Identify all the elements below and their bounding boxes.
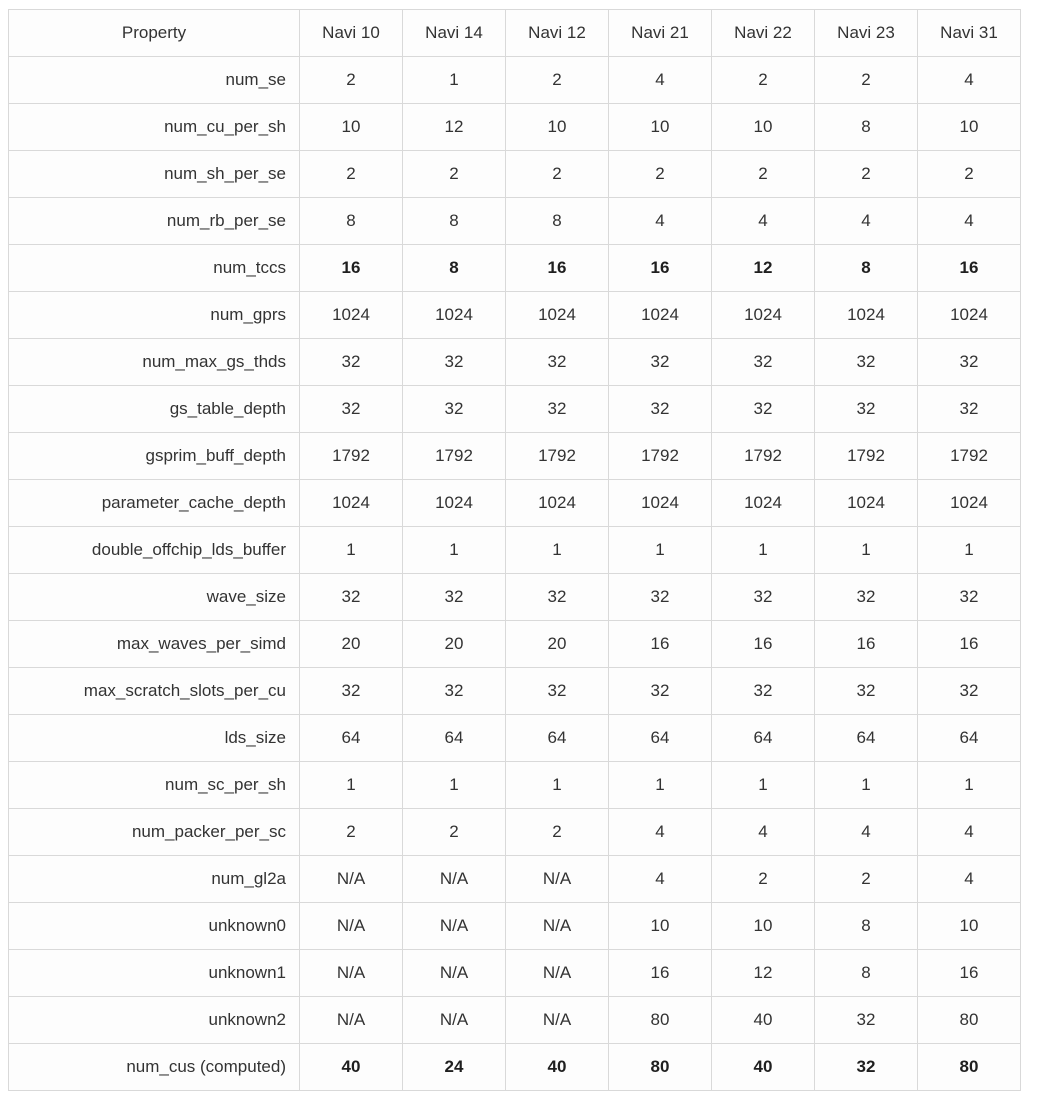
value-cell: 4: [918, 57, 1021, 104]
value-cell: 1792: [403, 433, 506, 480]
value-cell: 32: [918, 574, 1021, 621]
value-cell: 32: [403, 668, 506, 715]
value-cell: N/A: [300, 997, 403, 1044]
value-cell: 1792: [815, 433, 918, 480]
value-cell: 32: [609, 386, 712, 433]
value-cell: 32: [609, 574, 712, 621]
value-cell: N/A: [403, 950, 506, 997]
value-cell: 64: [300, 715, 403, 762]
value-cell: 1024: [712, 480, 815, 527]
value-cell: 10: [300, 104, 403, 151]
value-cell: 32: [815, 997, 918, 1044]
table-row: [9, 480, 1021, 527]
value-cell: 1024: [300, 480, 403, 527]
table-row: [9, 762, 1021, 809]
value-cell: 32: [712, 574, 815, 621]
value-cell: 2: [300, 57, 403, 104]
value-cell: 1792: [918, 433, 1021, 480]
property-name-cell: max_scratch_slots_per_cu: [9, 668, 300, 715]
value-cell: N/A: [300, 903, 403, 950]
value-cell: 10: [918, 903, 1021, 950]
property-name-cell: num_tccs: [9, 245, 300, 292]
value-cell: 1024: [609, 292, 712, 339]
property-name-cell: gs_table_depth: [9, 386, 300, 433]
value-cell: 8: [815, 903, 918, 950]
value-cell: 32: [918, 339, 1021, 386]
value-cell: 1024: [918, 292, 1021, 339]
value-cell: 16: [506, 245, 609, 292]
value-cell: 16: [712, 621, 815, 668]
value-cell: 4: [815, 809, 918, 856]
value-cell: 32: [300, 668, 403, 715]
value-cell: N/A: [300, 856, 403, 903]
value-cell: 4: [609, 57, 712, 104]
property-name-cell: num_gprs: [9, 292, 300, 339]
property-name-cell: num_rb_per_se: [9, 198, 300, 245]
value-cell: 1024: [918, 480, 1021, 527]
column-header-navi14: Navi 14: [403, 10, 506, 57]
value-cell: 1792: [609, 433, 712, 480]
value-cell: 2: [712, 856, 815, 903]
table-row: [9, 245, 1021, 292]
property-name-cell: lds_size: [9, 715, 300, 762]
value-cell: 12: [712, 950, 815, 997]
value-cell: 2: [609, 151, 712, 198]
value-cell: 32: [506, 339, 609, 386]
table-row: [9, 339, 1021, 386]
value-cell: 2: [300, 151, 403, 198]
value-cell: 1: [918, 762, 1021, 809]
value-cell: 32: [506, 386, 609, 433]
value-cell: 64: [918, 715, 1021, 762]
table-row: [9, 1044, 1021, 1091]
table-row: [9, 668, 1021, 715]
value-cell: 1024: [300, 292, 403, 339]
column-header-navi22: Navi 22: [712, 10, 815, 57]
table-row: [9, 950, 1021, 997]
value-cell: 32: [815, 574, 918, 621]
value-cell: 1: [712, 527, 815, 574]
column-header-navi23: Navi 23: [815, 10, 918, 57]
value-cell: 8: [506, 198, 609, 245]
value-cell: 8: [815, 104, 918, 151]
value-cell: 32: [712, 339, 815, 386]
value-cell: 16: [300, 245, 403, 292]
table-header-row: [9, 10, 1021, 57]
column-header-navi31: Navi 31: [918, 10, 1021, 57]
value-cell: 40: [712, 1044, 815, 1091]
property-name-cell: double_offchip_lds_buffer: [9, 527, 300, 574]
value-cell: 32: [506, 574, 609, 621]
value-cell: 1: [815, 527, 918, 574]
value-cell: 32: [609, 339, 712, 386]
table-row: [9, 386, 1021, 433]
value-cell: 4: [918, 809, 1021, 856]
value-cell: 12: [403, 104, 506, 151]
value-cell: 4: [918, 856, 1021, 903]
property-name-cell: num_cus (computed): [9, 1044, 300, 1091]
value-cell: 1: [506, 527, 609, 574]
property-name-cell: gsprim_buff_depth: [9, 433, 300, 480]
value-cell: 80: [918, 1044, 1021, 1091]
value-cell: 1: [609, 527, 712, 574]
value-cell: 2: [403, 151, 506, 198]
value-cell: 16: [609, 621, 712, 668]
value-cell: 32: [300, 574, 403, 621]
value-cell: 16: [918, 950, 1021, 997]
value-cell: N/A: [403, 997, 506, 1044]
value-cell: 16: [815, 621, 918, 668]
property-name-cell: num_sc_per_sh: [9, 762, 300, 809]
gpu-properties-table: [8, 9, 1021, 1091]
property-name-cell: unknown0: [9, 903, 300, 950]
value-cell: 2: [300, 809, 403, 856]
value-cell: 4: [609, 809, 712, 856]
property-name-cell: wave_size: [9, 574, 300, 621]
value-cell: 8: [403, 198, 506, 245]
value-cell: 20: [300, 621, 403, 668]
value-cell: 2: [815, 57, 918, 104]
value-cell: 8: [300, 198, 403, 245]
value-cell: 10: [918, 104, 1021, 151]
value-cell: 32: [712, 386, 815, 433]
value-cell: 32: [609, 668, 712, 715]
property-name-cell: unknown1: [9, 950, 300, 997]
value-cell: 1024: [506, 292, 609, 339]
value-cell: 2: [815, 151, 918, 198]
table-row: [9, 151, 1021, 198]
value-cell: 64: [712, 715, 815, 762]
value-cell: 1: [300, 762, 403, 809]
table-row: [9, 997, 1021, 1044]
value-cell: 1: [403, 57, 506, 104]
value-cell: N/A: [506, 856, 609, 903]
value-cell: 1024: [403, 480, 506, 527]
value-cell: 4: [712, 809, 815, 856]
value-cell: 1: [918, 527, 1021, 574]
value-cell: 80: [609, 1044, 712, 1091]
value-cell: 32: [918, 668, 1021, 715]
value-cell: 32: [815, 1044, 918, 1091]
value-cell: 32: [300, 339, 403, 386]
value-cell: 1: [403, 762, 506, 809]
value-cell: 1: [300, 527, 403, 574]
table-body: [9, 57, 1021, 1091]
value-cell: 40: [712, 997, 815, 1044]
value-cell: 64: [403, 715, 506, 762]
value-cell: 40: [300, 1044, 403, 1091]
value-cell: 32: [403, 339, 506, 386]
value-cell: 1024: [815, 480, 918, 527]
value-cell: 10: [506, 104, 609, 151]
column-header-property: Property: [9, 10, 300, 57]
value-cell: 16: [609, 950, 712, 997]
value-cell: 1: [712, 762, 815, 809]
value-cell: 1: [815, 762, 918, 809]
value-cell: 10: [712, 903, 815, 950]
value-cell: 32: [815, 386, 918, 433]
property-name-cell: num_se: [9, 57, 300, 104]
table-row: [9, 292, 1021, 339]
value-cell: 32: [403, 386, 506, 433]
value-cell: 20: [506, 621, 609, 668]
value-cell: 64: [815, 715, 918, 762]
value-cell: 1: [506, 762, 609, 809]
value-cell: 1: [403, 527, 506, 574]
value-cell: 1792: [712, 433, 815, 480]
value-cell: 24: [403, 1044, 506, 1091]
value-cell: N/A: [403, 903, 506, 950]
table-row: [9, 903, 1021, 950]
value-cell: N/A: [506, 950, 609, 997]
value-cell: 2: [815, 856, 918, 903]
value-cell: 32: [712, 668, 815, 715]
value-cell: 16: [918, 621, 1021, 668]
value-cell: 16: [609, 245, 712, 292]
table-row: [9, 621, 1021, 668]
property-name-cell: max_waves_per_simd: [9, 621, 300, 668]
table-row: [9, 57, 1021, 104]
value-cell: 2: [403, 809, 506, 856]
value-cell: 2: [712, 151, 815, 198]
value-cell: 4: [918, 198, 1021, 245]
table-row: [9, 198, 1021, 245]
property-name-cell: num_packer_per_sc: [9, 809, 300, 856]
value-cell: 64: [506, 715, 609, 762]
value-cell: 1024: [712, 292, 815, 339]
value-cell: 10: [712, 104, 815, 151]
column-header-navi21: Navi 21: [609, 10, 712, 57]
value-cell: 32: [815, 339, 918, 386]
property-name-cell: num_cu_per_sh: [9, 104, 300, 151]
value-cell: 10: [609, 104, 712, 151]
table-row: [9, 809, 1021, 856]
value-cell: 1024: [506, 480, 609, 527]
value-cell: 4: [609, 198, 712, 245]
value-cell: 2: [918, 151, 1021, 198]
value-cell: N/A: [506, 903, 609, 950]
value-cell: 1024: [403, 292, 506, 339]
value-cell: 1024: [609, 480, 712, 527]
value-cell: 2: [712, 57, 815, 104]
table-row: [9, 856, 1021, 903]
property-name-cell: num_gl2a: [9, 856, 300, 903]
value-cell: 32: [815, 668, 918, 715]
property-name-cell: num_max_gs_thds: [9, 339, 300, 386]
value-cell: 80: [918, 997, 1021, 1044]
value-cell: 12: [712, 245, 815, 292]
value-cell: 8: [403, 245, 506, 292]
value-cell: 2: [506, 57, 609, 104]
value-cell: 80: [609, 997, 712, 1044]
value-cell: 1: [609, 762, 712, 809]
value-cell: 32: [506, 668, 609, 715]
value-cell: 1024: [815, 292, 918, 339]
value-cell: N/A: [506, 997, 609, 1044]
value-cell: 1792: [300, 433, 403, 480]
value-cell: 20: [403, 621, 506, 668]
value-cell: 1792: [506, 433, 609, 480]
value-cell: 4: [712, 198, 815, 245]
table-row: [9, 574, 1021, 621]
column-header-navi10: Navi 10: [300, 10, 403, 57]
property-name-cell: unknown2: [9, 997, 300, 1044]
value-cell: 32: [403, 574, 506, 621]
value-cell: 8: [815, 245, 918, 292]
property-name-cell: parameter_cache_depth: [9, 480, 300, 527]
value-cell: N/A: [300, 950, 403, 997]
table-row: [9, 527, 1021, 574]
column-header-navi12: Navi 12: [506, 10, 609, 57]
value-cell: 4: [815, 198, 918, 245]
value-cell: 10: [609, 903, 712, 950]
table-row: [9, 715, 1021, 762]
table-row: [9, 104, 1021, 151]
property-name-cell: num_sh_per_se: [9, 151, 300, 198]
value-cell: 64: [609, 715, 712, 762]
table-row: [9, 433, 1021, 480]
value-cell: 32: [918, 386, 1021, 433]
value-cell: 16: [918, 245, 1021, 292]
value-cell: N/A: [403, 856, 506, 903]
value-cell: 40: [506, 1044, 609, 1091]
value-cell: 4: [609, 856, 712, 903]
value-cell: 2: [506, 809, 609, 856]
value-cell: 2: [506, 151, 609, 198]
value-cell: 8: [815, 950, 918, 997]
value-cell: 32: [300, 386, 403, 433]
